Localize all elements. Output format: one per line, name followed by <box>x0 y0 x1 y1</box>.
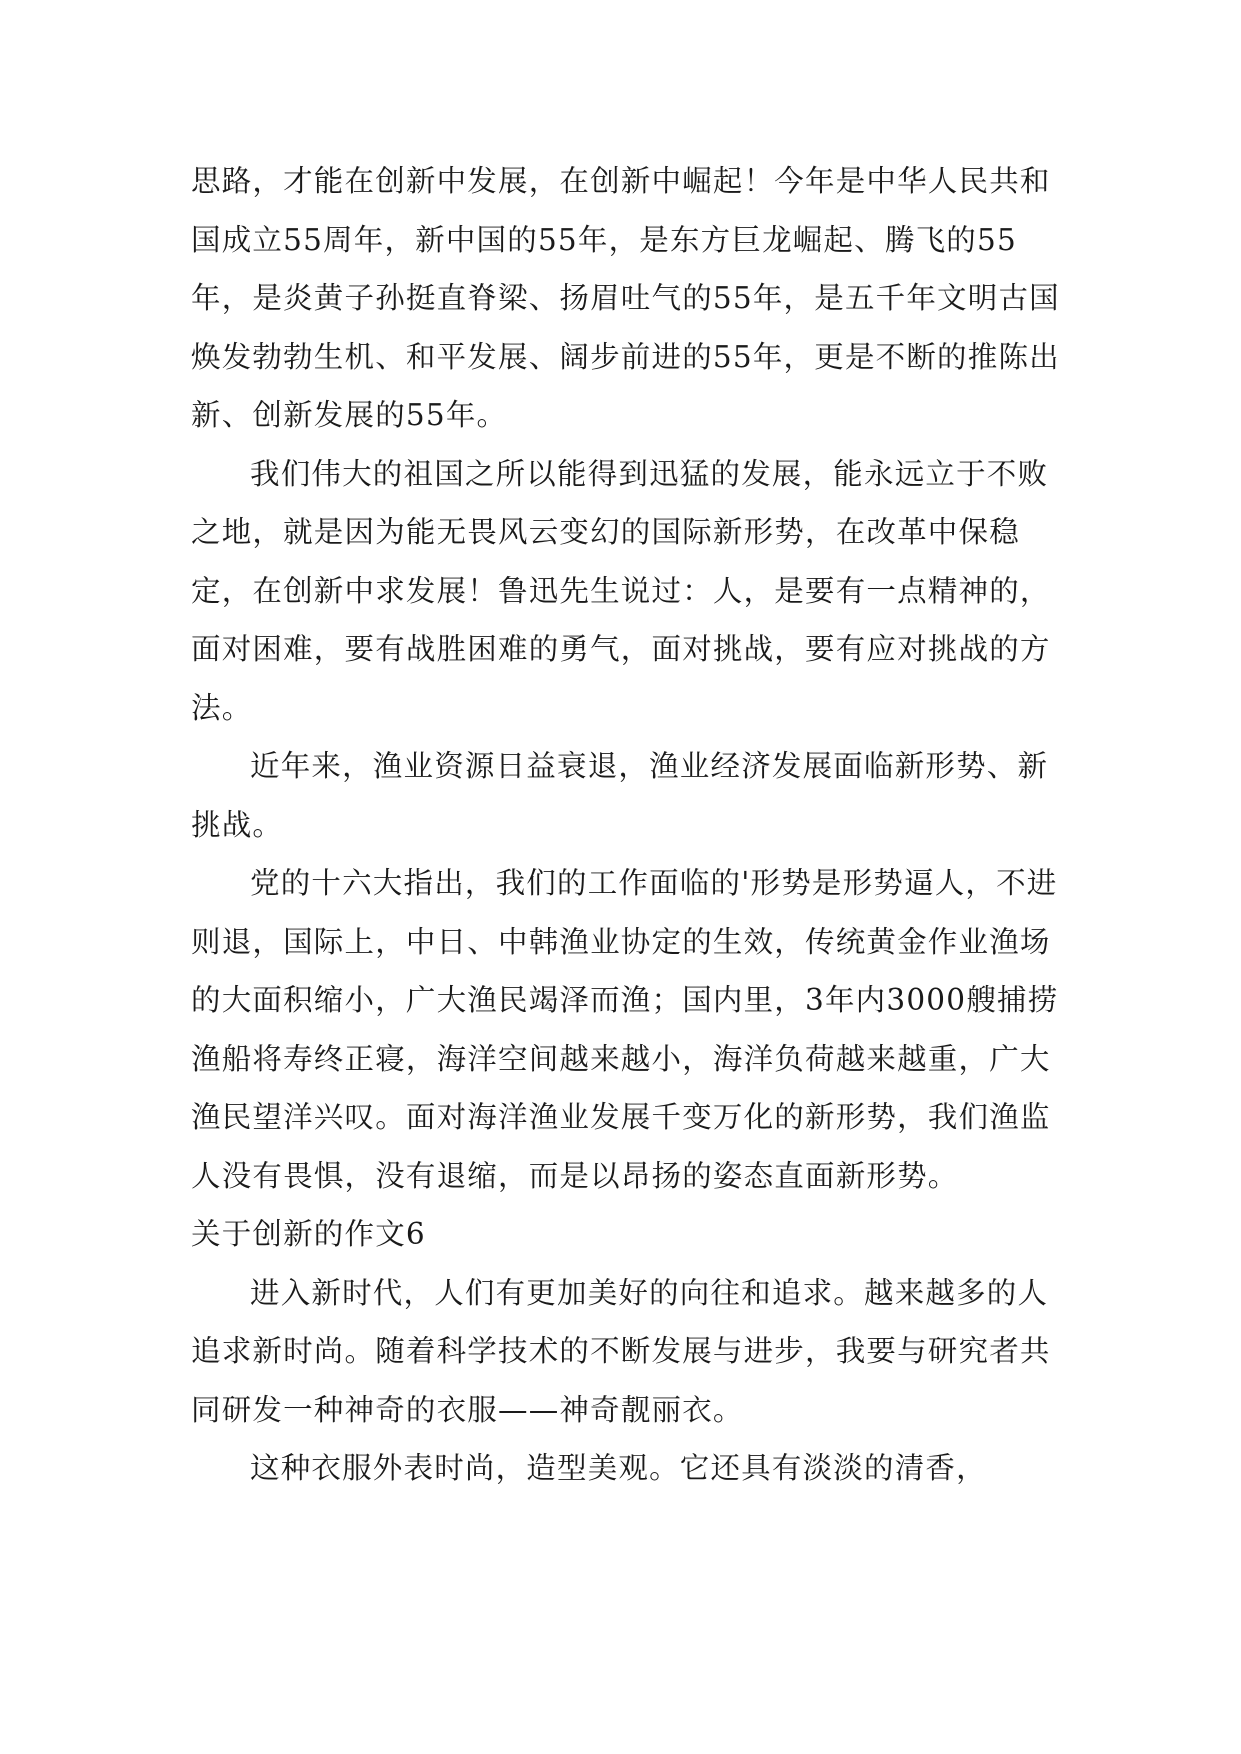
section-heading: 关于创新的作文6 <box>191 1217 426 1251</box>
paragraph-2: 我们伟大的祖国之所以能得到迅猛的发展，能永远立于不败之地，就是因为能无畏风云变幻的国际新形势，在改革中保稳定，在创新中求发展！鲁迅先生说过：人，是要有一点精神的，面对困难，要有战胜困难的勇气，面对挑战，要有应对挑战的方法。 <box>191 456 1051 725</box>
paragraph-3: 近年来，渔业资源日益衰退，渔业经济发展面临新形势、新挑战。 <box>191 749 1049 842</box>
document-body <box>191 152 1061 1498</box>
paragraph-6: 这种衣服外表时尚，造型美观。它还具有淡淡的清香， <box>250 1451 987 1485</box>
paragraph-1: 思路，才能在创新中发展，在创新中崛起！今年是中华人民共和国成立55周年，新中国的55年，是东方巨龙崛起、腾飞的55年，是炎黄子孙挺直脊梁、扬眉吐气的55年，是五千年文明古国焕发勃勃生机、和平发展、阔步前进的55年，更是不断的推陈出新、创新发展的55年。 <box>191 164 1060 432</box>
paragraph-5: 进入新时代，人们有更加美好的向往和追求。越来越多的人追求新时尚。随着科学技术的不断发展与进步，我要与研究者共同研发一种神奇的衣服——神奇靓丽衣。 <box>191 1275 1051 1427</box>
paragraph-4: 党的十六大指出，我们的工作面临的'形势是形势逼人，不进则退，国际上，中日、中韩渔业协定的生效，传统黄金作业渔场的大面积缩小，广大渔民竭泽而渔；国内里，3年内3000艘捕捞渔船将寿终正寝，海洋空间越来越小，海洋负荷越来越重，广大渔民望洋兴叹。面对海洋渔业发展千变万化的新形势，我们渔监人没有畏惧，没有退缩，而是以昂扬的姿态直面新形势。 <box>191 866 1059 1193</box>
